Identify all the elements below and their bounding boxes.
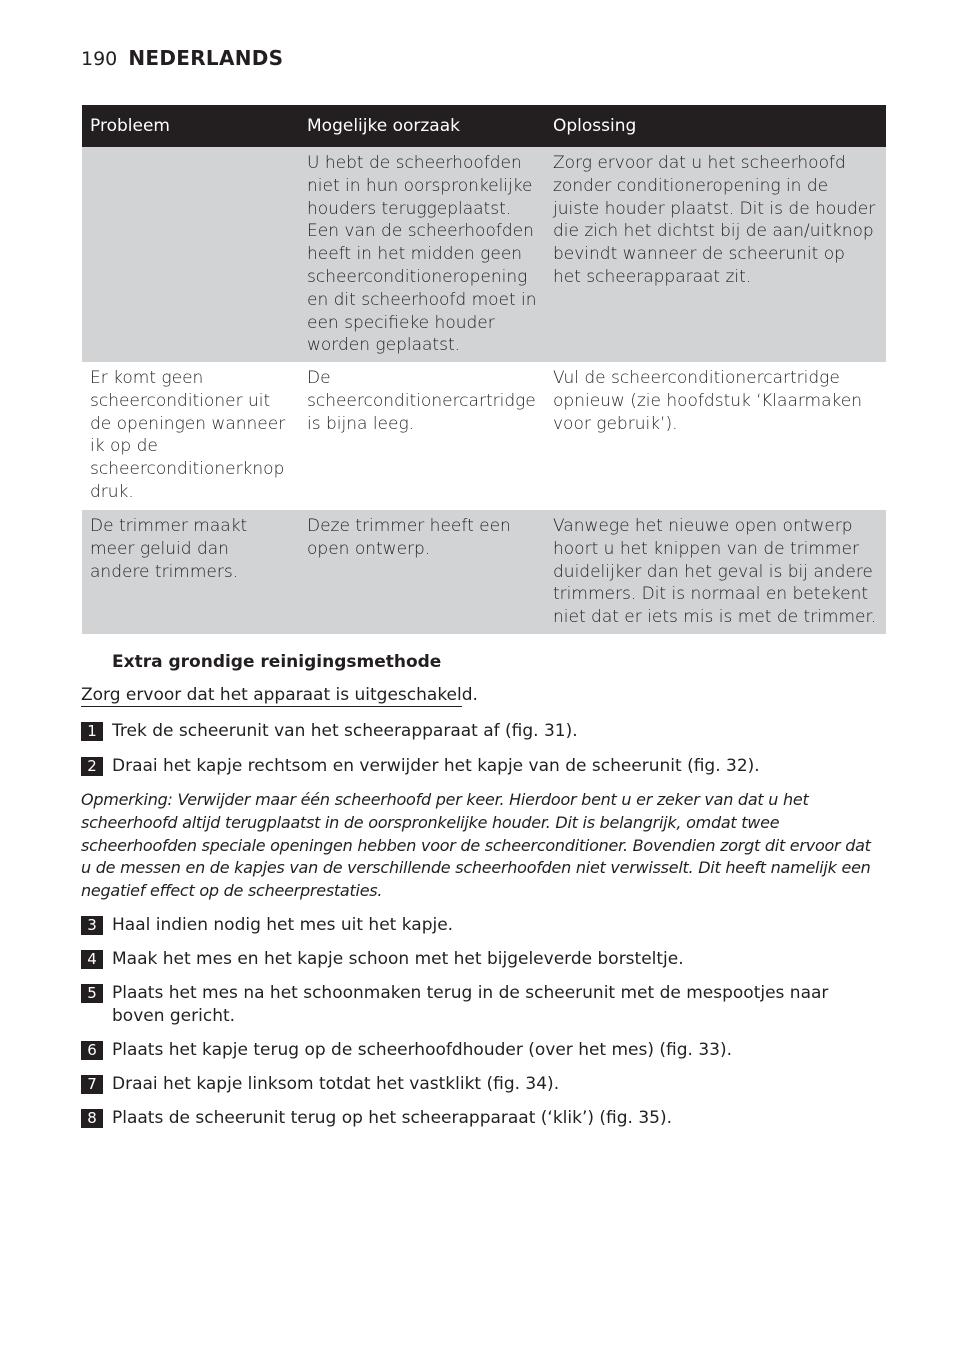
column-header-problem: Probleem xyxy=(82,105,299,147)
note-text: Opmerking: Verwijder maar één scheerhoofd per keer. Hierdoor bent u er zeker van dat u het scheerhoofd altijd terugplaatst in de oorspronkelijke houder. Dit is belangrijk, omdat twee scheerhoofden speciale openingen hebben voor de scheerconditioner. Bovendien zorgt dit ervoor dat u de messen en de kapjes van de verschillende scheerhoofden niet verwisselt. Dit heeft namelijk een negatief effect op de scheerprestaties. xyxy=(81,790,871,901)
cause-cell: Deze trimmer heeft een open ontwerp. xyxy=(299,510,545,634)
solution-cell: Zorg ervoor dat u het scheerhoofd zonder conditioneropening in de juiste houder plaatst. Dit is de houder die zich het dichtst bij de aan/uitknop bevindt wanneer de scheerunit op het scheerapparaat zit. xyxy=(545,147,886,362)
step-number: 8 xyxy=(81,1109,103,1128)
step-number: 2 xyxy=(81,757,103,776)
step-text: Trek de scheerunit van het scheerapparaat af (fig. 31). xyxy=(112,721,578,741)
step-item xyxy=(81,720,881,743)
step-item xyxy=(81,1073,881,1096)
table-row xyxy=(82,510,886,634)
table-header-row xyxy=(82,105,886,147)
step-number: 4 xyxy=(81,950,103,969)
table-row xyxy=(82,147,886,362)
column-header-cause: Mogelijke oorzaak xyxy=(299,105,545,147)
step-text: Maak het mes en het kapje schoon met het bijgeleverde borsteltje. xyxy=(112,949,684,969)
step-item xyxy=(81,982,881,1028)
solution-cell: Vanwege het nieuwe open ontwerp hoort u het knippen van de trimmer duidelijker dan het geval is bij andere trimmers. Dit is normaal en betekent niet dat er iets mis is met de trimmer. xyxy=(545,510,886,634)
troubleshooting-table xyxy=(82,105,886,634)
step-item xyxy=(81,755,881,778)
page-header xyxy=(81,46,283,70)
table-row xyxy=(82,362,886,510)
cause-cell: De scheerconditionercartridge is bijna leeg. xyxy=(307,368,536,434)
section-heading: Extra grondige reinigingsmethode xyxy=(112,652,442,672)
step-number: 5 xyxy=(81,984,103,1003)
step-text: Plaats het kapje terug op de scheerhoofdhouder (over het mes) (fig. 33). xyxy=(112,1040,733,1060)
cause-cell: U hebt de scheerhoofden niet in hun oorspronkelijke houders teruggeplaatst. Een van de scheerhoofden heeft in het midden geen scheerconditioneropening en dit scheerhoofd moet in een specifieke houder worden geplaatst. xyxy=(299,147,545,362)
step-text: Draai het kapje rechtsom en verwijder het kapje van de scheerunit (fig. 32). xyxy=(112,756,760,776)
step-number: 1 xyxy=(81,722,103,741)
step-item xyxy=(81,1039,881,1062)
step-item xyxy=(81,948,881,971)
step-item xyxy=(81,914,881,937)
page-number: 190 xyxy=(81,48,118,70)
step-number: 3 xyxy=(81,916,103,935)
step-text: Plaats het mes na het schoonmaken terug in de scheerunit met de mespootjes naar boven gericht. xyxy=(112,983,829,1026)
precondition-text: Zorg ervoor dat het apparaat is uitgeschakeld. xyxy=(81,685,478,705)
problem-cell xyxy=(82,147,299,362)
solution-cell: Vul de scheerconditionercartridge opnieuw (zie hoofdstuk ‘Klaarmaken voor gebruik’). xyxy=(553,368,862,434)
step-text: Haal indien nodig het mes uit het kapje. xyxy=(112,915,454,935)
step-text: Draai het kapje linksom totdat het vastklikt (fig. 34). xyxy=(112,1074,560,1094)
step-number: 7 xyxy=(81,1075,103,1094)
problem-cell: Er komt geen scheerconditioner uit de openingen wanneer ik op de scheerconditionerknop druk. xyxy=(90,368,286,502)
step-item xyxy=(81,1107,881,1130)
step-number: 6 xyxy=(81,1041,103,1060)
step-text: Plaats de scheerunit terug op het scheerapparaat (‘klik’) (fig. 35). xyxy=(112,1108,673,1128)
column-header-solution: Oplossing xyxy=(545,105,886,147)
problem-cell: De trimmer maakt meer geluid dan andere trimmers. xyxy=(82,510,299,634)
section-title: NEDERLANDS xyxy=(128,46,284,70)
